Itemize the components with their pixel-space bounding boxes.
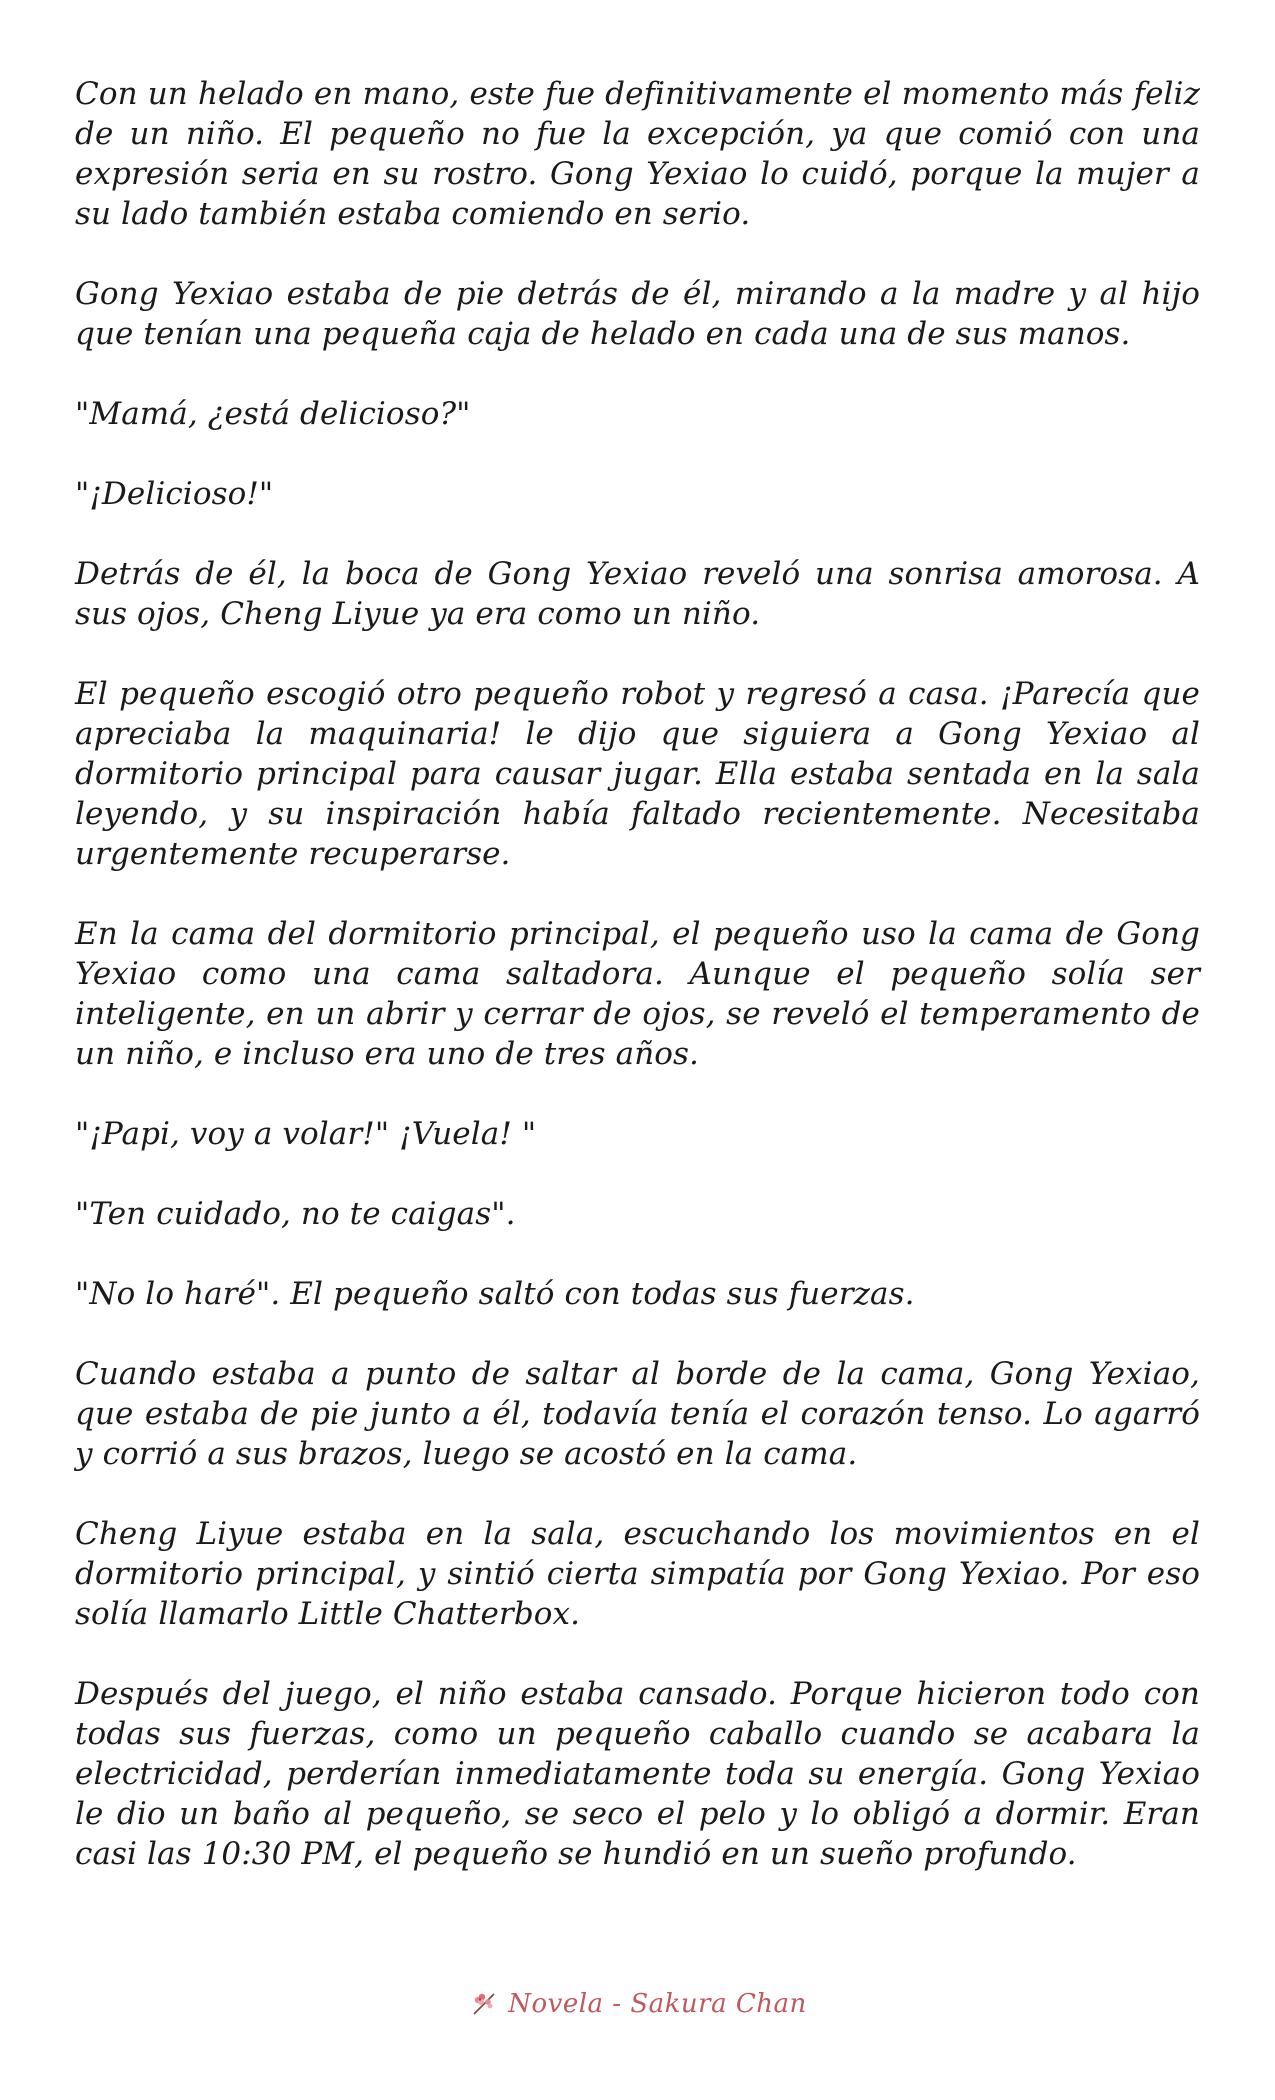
footer-text: Novela - Sakura Chan: [508, 1989, 807, 2019]
paragraph: En la cama del dormitorio principal, el pequeño uso la cama de Gong Yexiao como una cama saltadora. Aunque el pequeño solía ser inteligente, en un abrir y cerrar de ojos, se reveló el temperamento de un niño, e incluso era uno de tres años.: [75, 916, 1200, 1072]
chapter-text: [75, 74, 1200, 1914]
paragraph: El pequeño escogió otro pequeño robot y regresó a casa. ¡Parecía que apreciaba la maquinaria! le dijo que siguiera a Gong Yexiao al dormitorio principal para causar jugar. Ella estaba sentada en la sala leyendo, y su inspiración había faltado recientemente. Necesitaba urgentemente recuperarse.: [75, 676, 1200, 872]
paragraph: "¡Papi, voy a volar!" ¡Vuela! ": [75, 1116, 537, 1152]
paragraph: Con un helado en mano, este fue definitivamente el momento más feliz de un niño. El pequeño no fue la excepción, ya que comió con una expresión seria en su rostro. Gong Yexiao lo cuidó, porque la mujer a su lado también estaba comiendo en serio.: [75, 76, 1200, 232]
footer-brand: [468, 1988, 807, 2020]
paragraph: "No lo haré". El pequeño saltó con todas sus fuerzas.: [75, 1276, 915, 1312]
paragraph: "Ten cuidado, no te caigas".: [75, 1196, 516, 1232]
paragraph: Detrás de él, la boca de Gong Yexiao reveló una sonrisa amorosa. A sus ojos, Cheng Liyue ya era como un niño.: [75, 556, 1200, 632]
footer-watermark: [0, 1988, 1275, 2038]
sakura-flower-icon: [468, 1988, 500, 2020]
paragraph: Después del juego, el niño estaba cansado. Porque hicieron todo con todas sus fuerzas, como un pequeño caballo cuando se acabara la electricidad, perderían inmediatamente toda su energía. Gong Yexiao le dio un baño al pequeño, se seco el pelo y lo obligó a dormir. Eran casi las 10:30 PM, el pequeño se hundió en un sueño profundo.: [75, 1676, 1200, 1872]
paragraph: "¡Delicioso!": [75, 476, 274, 512]
paragraph: Gong Yexiao estaba de pie detrás de él, mirando a la madre y al hijo que tenían una pequeña caja de helado en cada una de sus manos.: [75, 276, 1200, 352]
paragraph: Cheng Liyue estaba en la sala, escuchando los movimientos en el dormitorio principal, y sintió cierta simpatía por Gong Yexiao. Por eso solía llamarlo Little Chatterbox.: [75, 1516, 1200, 1632]
paragraph: Cuando estaba a punto de saltar al borde de la cama, Gong Yexiao, que estaba de pie junto a él, todavía tenía el corazón tenso. Lo agarró y corrió a sus brazos, luego se acostó en la cama.: [75, 1356, 1200, 1472]
paragraph: "Mamá, ¿está delicioso?": [75, 396, 471, 432]
